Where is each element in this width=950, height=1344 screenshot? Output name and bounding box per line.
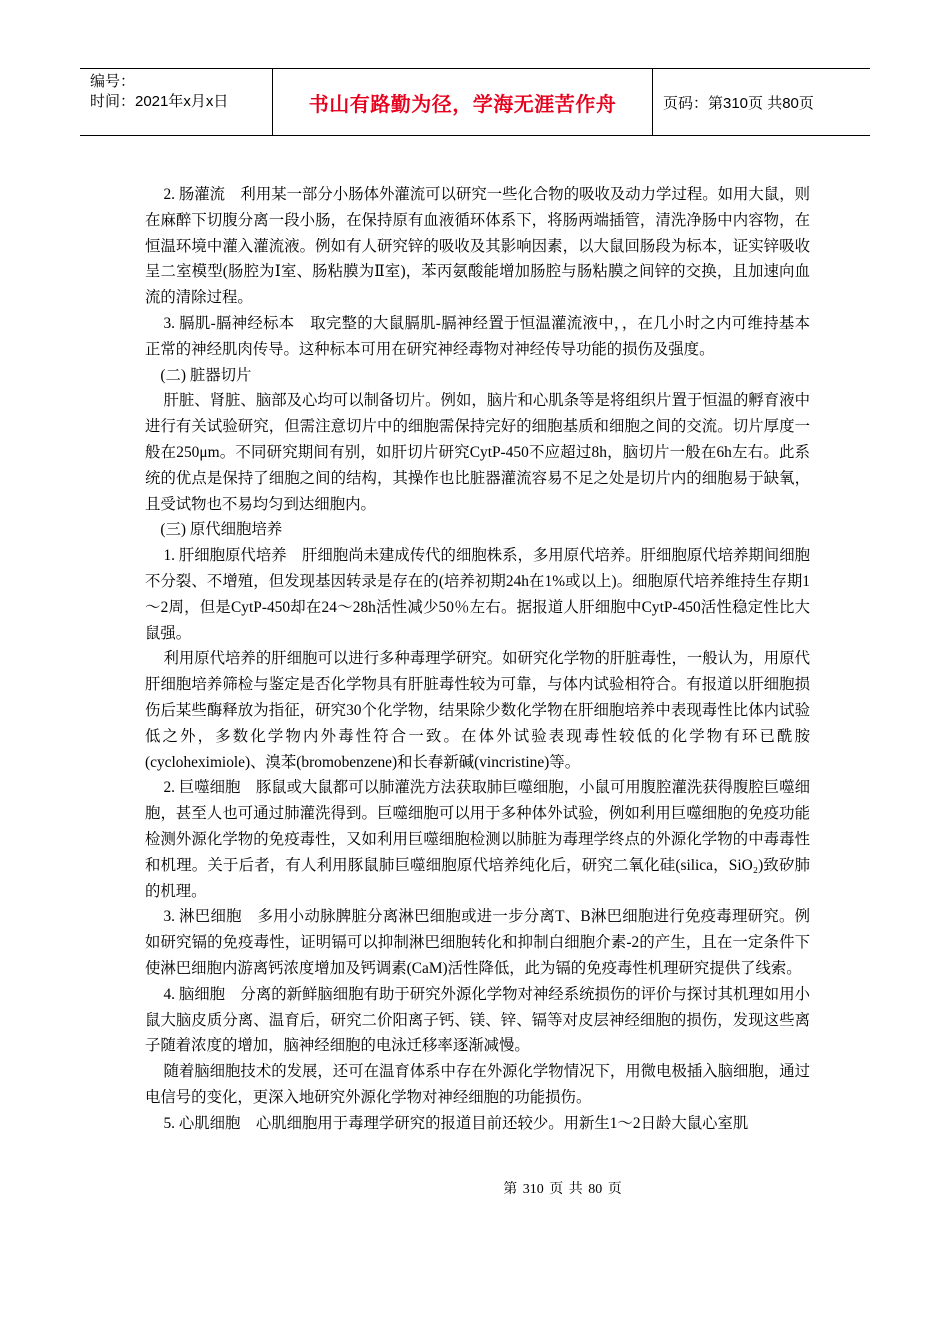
document-number-label: 编号： (90, 73, 136, 90)
paragraph-brain-cell-techniques: 随着脑细胞技术的发展，还可在温育体系中存在外源化学物情况下，用微电极插入脑细胞，通过电信号的变化，更深入地研究外源化学物对神经细胞的功能损伤。 (145, 1063, 810, 1106)
section-heading-organ-slices: (二) 脏器切片 (160, 366, 252, 384)
page-header (80, 68, 870, 136)
paragraph-intestinal-perfusion: 2. 肠灌流 利用某一部分小肠体外灌流可以研究一些化合物的吸收及动力学过程。如用大鼠，则在麻醉下切腹分离一段小肠，在保持原有血液循环体系下，将肠两端插管，清洗净肠中内容物，在恒温环境中灌入灌流液。例如有人研究锌的吸收及其影响因素，以大鼠回肠段为标本，证实锌吸收呈二室模型(肠腔为Ⅰ室、肠粘膜为Ⅱ室)，苯丙氨酸能增加肠腔与肠粘膜之间锌的交换，且加速向血流的清除过程。 (145, 186, 810, 307)
header-motto: 书山有路勤为径，学海无涯苦作舟 (273, 69, 653, 135)
header-info-cell (80, 69, 273, 135)
paragraph-organ-slices: 肝脏、肾脏、脑部及心均可以制备切片。例如，脑片和心肌条等是将组织片置于恒温的孵育液中进行有关试验研究，但需注意切片中的细胞需保持完好的细胞基质和细胞之间的交流。切片厚度一般在250μm。不同研究期间有别，如肝切片研究CytP-450不应超过8h，脑切片一般在6h左右。此系统的优点是保持了细胞之间的结构，其操作也比脏器灌流容易不足之处是切片内的细胞易于缺氧，且受试物也不易均匀到达细胞内。 (145, 392, 810, 513)
paragraph-brain-cells: 4. 脑细胞 分离的新鲜脑细胞有助于研究外源化学物对神经系统损伤的评价与探讨其机理如用小鼠大脑皮质分离、温育后，研究二价阳离子钙、镁、锌、镉等对皮层神经细胞的损伤，发现这些离子随着浓度的增加，脑神经细胞的电泳迁移率逐渐减慢。 (145, 985, 810, 1055)
paragraph-hepatocyte-toxicology: 利用原代培养的肝细胞可以进行多种毒理学研究。如研究化学物的肝脏毒性，一般认为，用原代肝细胞培养筛检与鉴定是否化学物具有肝脏毒性较为可靠，与体内试验相符合。有报道以肝细胞损伤后某些酶释放为指征，研究30个化学物，结果除少数化学物在肝细胞培养中表现毒性比体内试验低之外，多数化学物内外毒性符合一致。在体外试验表现毒性较低的化学物有环已酰胺(cycloheximiole)、溴苯(bromobenzene)和长春新碱(vincristine)等。 (145, 650, 810, 771)
paragraph-diaphragm-nerve: 3. 膈肌-膈神经标本 取完整的大鼠膈肌-膈神经置于恒温灌流液中，，在几小时之内可维持基本正常的神经肌肉传导。这种标本可用在研究神经毒物对神经传导功能的损伤及强度。 (145, 314, 810, 358)
page-footer (0, 1178, 950, 1198)
document-date-label: 时间：2021年x月x日 (90, 93, 229, 110)
paragraph-hepatocyte-culture: 1. 肝细胞原代培养 肝细胞尚未建成传代的细胞株系，多用原代培养。肝细胞原代培养期间细胞不分裂、不增殖，但发现基因转录是存在的(培养初期24h在1%或以上)。细胞原代培养维持生存期1～2周，但是CytP-450却在24～28h活性减少50％左右。据报道人肝细胞中CytP-450活性稳定性比大鼠强。 (145, 547, 810, 642)
paragraph-macrophages: 2. 巨噬细胞 豚鼠或大鼠都可以肺灌洗方法获取肺巨噬细胞，小鼠可用腹腔灌洗获得腹腔巨噬细胞，甚至人也可通过肺灌洗得到。巨噬细胞可以用于多种体外试验，例如利用巨噬细胞的免疫功能检测外源化学物的免疫毒性，又如利用巨噬细胞检测以肺脏为毒理学终点的外源化学物的中毒毒性和机理。关于后者，有人利用豚鼠肺巨噬细胞原代培养纯化后，研究二氧化硅(silica，SiO₂)致矽肺的机理。 (145, 779, 810, 900)
footer-page-number: 第 310 页 共 80 页 (503, 1182, 622, 1197)
paragraph-cardiomyocytes: 5. 心肌细胞 心肌细胞用于毒理学研究的报道目前还较少。用新生1～2日龄大鼠心室肌 (163, 1114, 749, 1132)
section-heading-primary-culture: (三) 原代细胞培养 (160, 521, 283, 539)
header-page-info: 页码：第310页 共80页 (663, 94, 814, 112)
paragraph-lymphocytes: 3. 淋巴细胞 多用小动脉脾脏分离淋巴细胞或进一步分离T、B淋巴细胞进行免疫毒理研究。例如研究镉的免疫毒性，证明镉可以抑制淋巴细胞转化和抑制白细胞介素-2的产生，且在一定条件下使淋巴细胞内游离钙浓度增加及钙调素(CaM)活性降低，此为镉的免疫毒性机理研究提供了线索。 (145, 908, 810, 977)
document-body (145, 182, 810, 1136)
